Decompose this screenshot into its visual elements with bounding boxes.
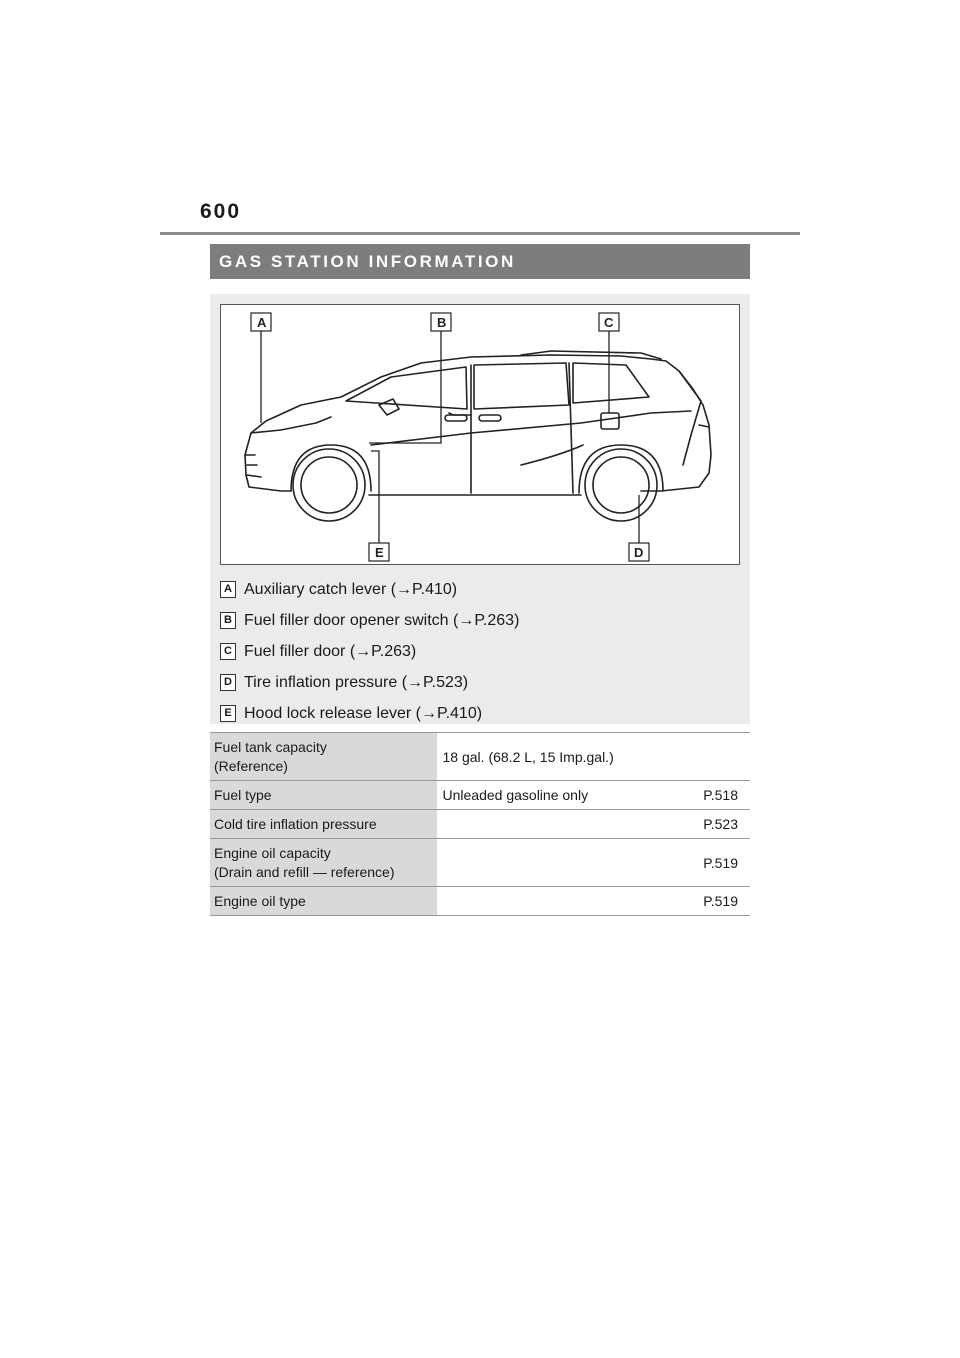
legend-text: Tire inflation pressure ( (244, 673, 408, 691)
label-line: (Reference) (214, 757, 288, 774)
label-line: (Drain and refill — reference) (214, 863, 395, 880)
legend-ref: P.263) (474, 611, 520, 629)
row-value (437, 810, 750, 839)
legend-item (220, 636, 740, 667)
legend-ref: P.410) (412, 580, 458, 598)
callout-d: D (634, 545, 644, 560)
row-label (210, 781, 437, 810)
table-row (210, 887, 750, 916)
table-row (210, 839, 750, 887)
value-text: Unleaded gasoline only (442, 787, 589, 803)
row-value (437, 839, 750, 887)
arrow-right-icon: → (407, 673, 424, 691)
callout-a: A (257, 315, 267, 330)
legend-text: Auxiliary catch lever ( (244, 580, 397, 598)
row-value (437, 781, 750, 810)
table-row (210, 810, 750, 839)
legend-item (220, 667, 740, 698)
legend-letter: C (220, 643, 236, 660)
row-value (437, 733, 750, 781)
legend-ref: P.263) (371, 642, 417, 660)
label-line: Engine oil type (214, 892, 306, 909)
label-line: Fuel tank capacity (214, 738, 327, 755)
page-ref: P.523 (703, 816, 738, 832)
legend-text: Fuel filler door opener switch ( (244, 611, 459, 629)
legend-text: Hood lock release lever ( (244, 704, 421, 722)
page-number: 600 (200, 200, 242, 223)
row-value (437, 887, 750, 916)
legend-item (220, 605, 740, 636)
legend-item (220, 698, 740, 729)
label-line: Cold tire inflation pressure (214, 815, 377, 832)
legend-letter: A (220, 581, 236, 598)
legend-ref: P.410) (436, 704, 483, 722)
callout-e: E (375, 545, 384, 560)
label-line: Engine oil capacity (214, 844, 331, 861)
row-label (210, 810, 437, 839)
callout-b: B (437, 315, 447, 330)
vehicle-illustration (220, 304, 740, 565)
table-row (210, 733, 750, 781)
legend-text: Fuel filler door ( (244, 642, 356, 660)
arrow-right-icon: → (355, 642, 372, 660)
table-row (210, 781, 750, 810)
arrow-right-icon: → (458, 611, 475, 629)
callout-c: C (604, 315, 614, 330)
value-text: 18 gal. (68.2 L, 15 Imp.gal.) (442, 748, 614, 765)
spec-table (210, 732, 750, 916)
legend-letter: B (220, 612, 236, 629)
row-label (210, 733, 437, 781)
page-ref: P.519 (703, 854, 738, 871)
label-line: Fuel type (214, 786, 272, 803)
legend-item (220, 574, 740, 605)
legend-letter: D (220, 674, 236, 691)
page-ref: P.519 (703, 893, 738, 909)
arrow-right-icon: → (420, 704, 437, 722)
legend-ref: P.523) (423, 673, 469, 691)
legend-letter: E (220, 705, 236, 722)
row-label (210, 887, 437, 916)
arrow-right-icon: → (396, 580, 413, 598)
header-rule (160, 232, 800, 235)
minivan-side-view-icon (221, 305, 741, 566)
page-ref: P.518 (703, 787, 738, 803)
callout-legend (220, 574, 740, 729)
row-label (210, 839, 437, 887)
section-title: GAS STATION INFORMATION (210, 244, 750, 279)
